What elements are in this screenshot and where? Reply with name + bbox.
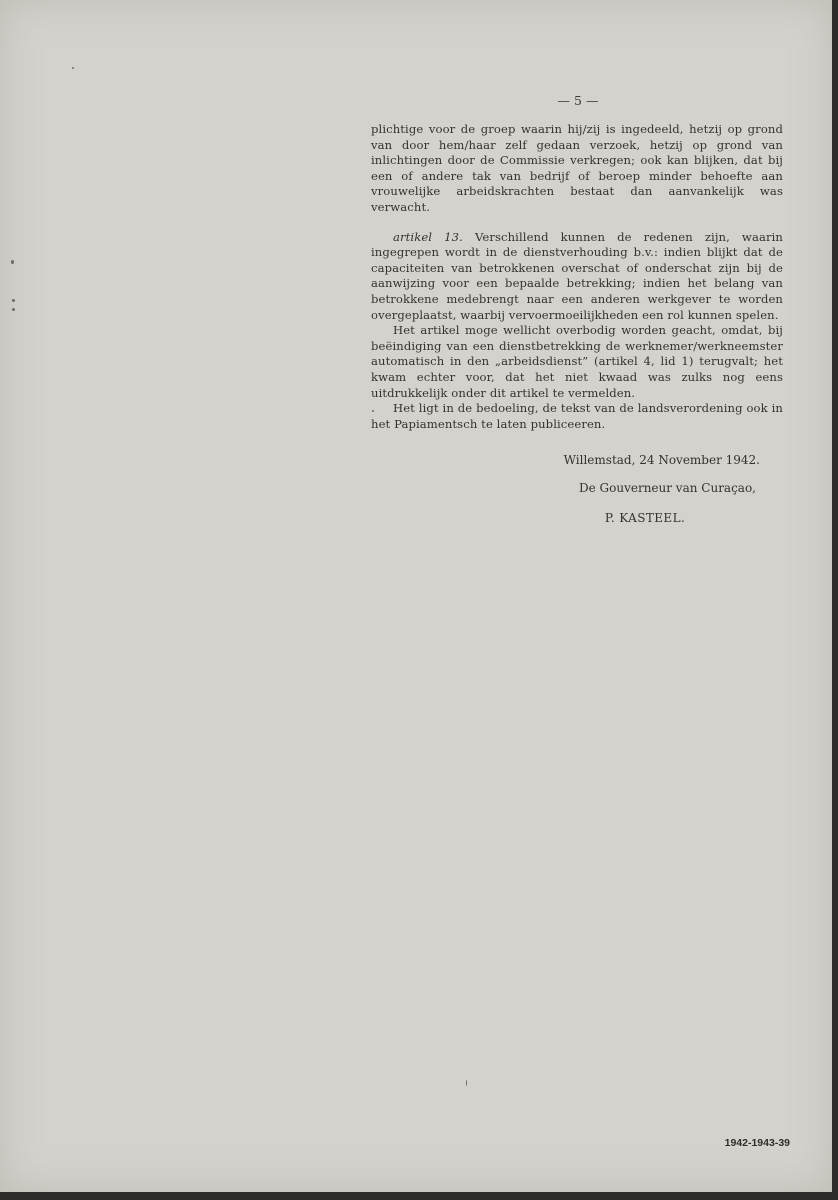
- paragraph-article-note: Het artikel moge wellicht overbodig worden geacht, omdat, bij beëindiging van een dienstbetrekking de werknemer/werkneemster automatisch in den „arbeidsdienst” (artikel 4, lid 1) terugvalt; het kwam echter voor, dat het niet kwaad was zulks nog eens uitdrukkelijk onder dit artikel te vermelden.: [371, 323, 783, 400]
- scan-speck: [372, 410, 374, 412]
- scan-speck: [12, 308, 15, 311]
- scan-speck: [72, 67, 74, 69]
- governor-title: De Gouverneur van Curaçao,: [579, 481, 756, 495]
- scan-speck: [11, 260, 14, 264]
- article-13-text: Verschillend kunnen de redenen zijn, waarin ingegrepen wordt in de dienstverhouding b.v.: indien blijkt dat de capaciteiten van betrokkenen overschat of onderschat zijn bij de aanwijzing voor een bepaalde betrekking; indien het belang van betrokkene medebrengt naar een anderen werkgever te worden overgeplaatst, waarbij vervoermoeilijkheden een rol kunnen spelen.: [371, 229, 783, 322]
- scan-edge-right: [832, 0, 838, 1200]
- paragraph-papiamentsch: Het ligt in de bedoeling, de tekst van de landsverordening ook in het Papiamentsch te laten publiceeren.: [371, 401, 783, 431]
- scan-speck: [466, 1080, 467, 1086]
- paragraph-article-13: [371, 230, 783, 324]
- scan-edge-bottom: [0, 1192, 838, 1200]
- paragraph-continuation: plichtige voor de groep waarin hij/zij is ingedeeld, hetzij op grond van door hem/haar zelf gedaan verzoek, hetzij op grond van inlichtingen door de Commissie verkregen; ook kan blijken, dat bij een of andere tak van bedrijf of beroep minder behoefte aan vrouwelijke arbeidskrachten bestaat dan aanvankelijk was verwacht.: [371, 122, 783, 214]
- scan-speck: [12, 299, 15, 302]
- article-label: artikel 13.: [393, 229, 463, 244]
- signatory-name: P. KASTEEL.: [604, 511, 686, 525]
- document-serial: 1942-1943-39: [724, 1137, 790, 1149]
- place-date: Willemstad, 24 November 1942.: [563, 453, 760, 467]
- body-text: [371, 122, 783, 432]
- page-number: — 5 —: [557, 93, 599, 108]
